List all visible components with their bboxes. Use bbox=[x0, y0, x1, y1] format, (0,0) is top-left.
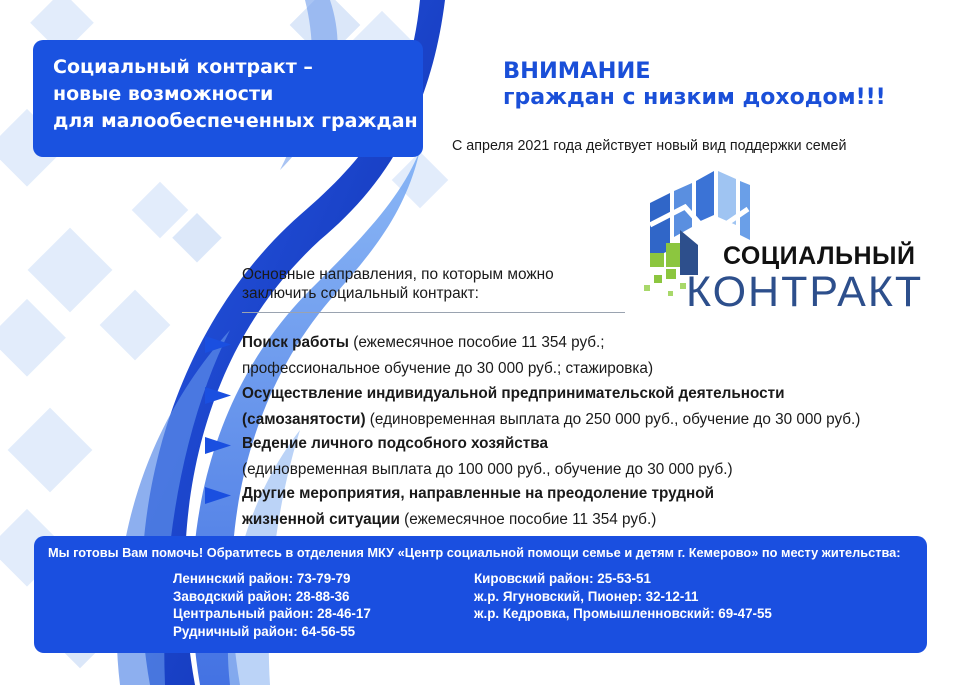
logo-word-1: СОЦИАЛЬНЫЙ bbox=[723, 242, 916, 270]
contacts-box bbox=[34, 536, 927, 653]
direction-detail-2: (ежемесячное пособие 11 354 руб.) bbox=[399, 510, 657, 528]
direction-title-2: (самозанятости) bbox=[242, 410, 366, 428]
contact-line: Кировский район: 25-53-51 bbox=[474, 571, 651, 586]
triangle-bullet-icon bbox=[205, 437, 231, 454]
direction-title: Осуществление индивидуальной предпринимательской деятельности bbox=[242, 385, 785, 402]
direction-title: Поиск работы bbox=[242, 334, 349, 351]
social-contract-logo bbox=[640, 165, 924, 325]
title-box bbox=[33, 40, 423, 157]
contacts-header: Мы готовы Вам помочь! Обратитесь в отделения МКУ «Центр социальной помощи семье и детям г. Кемерово» по месту жительства: bbox=[48, 545, 901, 560]
contacts-left-column bbox=[173, 570, 371, 640]
intro-divider bbox=[242, 312, 625, 313]
attention-word: ВНИМАНИЕ bbox=[503, 58, 651, 84]
direction-detail-2: (единовременная выплата до 100 000 руб., обучение до 30 000 руб.) bbox=[242, 460, 733, 478]
direction-detail-2: (единовременная выплата до 250 000 руб., обучение до 30 000 руб.) bbox=[365, 410, 861, 428]
direction-detail-2: профессиональное обучение до 30 000 руб.; стажировка) bbox=[242, 359, 654, 377]
contact-line: ж.р. Ягуновский, Пионер: 32-12-11 bbox=[474, 588, 699, 604]
attention-audience: граждан с низким доходом!!! bbox=[503, 85, 886, 110]
directions-intro: Основные направления, по которым можно заключить социальный контракт: bbox=[242, 266, 554, 302]
title-line-3: для малообеспеченных граждан bbox=[53, 110, 418, 132]
direction-title: Другие мероприятия, направленные на преодоление трудной bbox=[242, 485, 714, 502]
logo-word-2: КОНТРАКТ bbox=[686, 268, 924, 316]
contact-line: Заводский район: 28-88-36 bbox=[173, 588, 350, 604]
contact-line: Центральный район: 28-46-17 bbox=[173, 606, 371, 621]
direction-item-3 bbox=[205, 431, 945, 482]
triangle-bullet-icon bbox=[205, 487, 231, 504]
title-line-1: Социальный контракт – bbox=[53, 56, 313, 78]
title-line-2: новые возможности bbox=[53, 83, 274, 105]
attention-heading bbox=[503, 58, 886, 110]
direction-title: Ведение личного подсобного хозяйства bbox=[242, 435, 548, 452]
direction-item-1 bbox=[205, 330, 945, 381]
direction-item-4 bbox=[205, 481, 945, 532]
direction-item-2 bbox=[205, 381, 945, 432]
since-notice: С апреля 2021 года действует новый вид поддержки семей bbox=[452, 138, 847, 154]
triangle-bullet-icon bbox=[205, 336, 231, 353]
contact-line: ж.р. Кедровка, Промышленновский: 69-47-55 bbox=[474, 606, 772, 621]
contact-line: Рудничный район: 64-56-55 bbox=[173, 623, 356, 639]
contact-line: Ленинский район: 73-79-79 bbox=[173, 571, 351, 586]
direction-title-2: жизненной ситуации bbox=[242, 510, 400, 528]
contacts-right-column bbox=[474, 570, 772, 623]
triangle-bullet-icon bbox=[205, 387, 231, 404]
direction-detail: (ежемесячное пособие 11 354 руб.; bbox=[348, 334, 605, 351]
